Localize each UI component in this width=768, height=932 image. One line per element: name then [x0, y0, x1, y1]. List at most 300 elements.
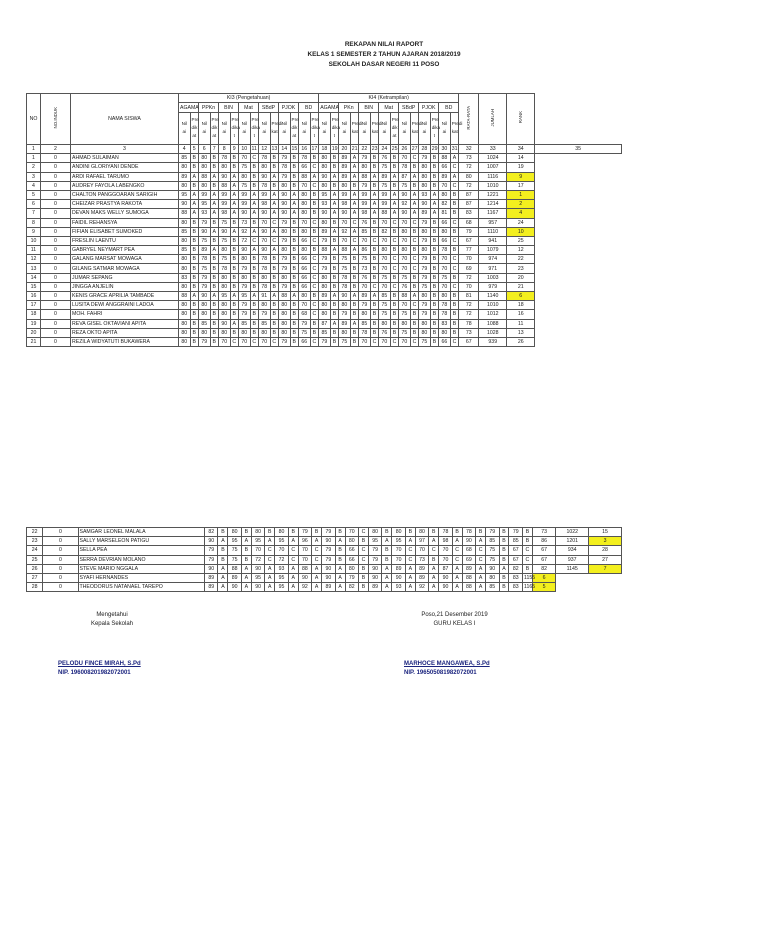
subcol-ki4 [419, 112, 431, 144]
grade-cell [479, 227, 507, 236]
grade-cell-text: 80 [278, 529, 285, 536]
grade-cell [179, 328, 191, 337]
grade-cell-text: 70 [255, 547, 261, 554]
grade-cell [270, 292, 279, 301]
grade-cell-text: 974 [488, 256, 498, 263]
grade-cell [359, 209, 371, 218]
grade-cell [199, 227, 211, 236]
grade-cell-text: 79 [325, 529, 332, 536]
grade-cell [322, 528, 335, 537]
grade-cell-text: B [392, 329, 397, 336]
grade-cell [419, 337, 431, 346]
grade-cell [251, 573, 264, 582]
grade-cell [479, 292, 507, 301]
grade-cell-text: B [292, 283, 296, 290]
grade-cell-text: 88 [201, 173, 208, 180]
table-row [27, 328, 622, 337]
grade-cell [270, 328, 279, 337]
grade-cell-text: 92 [341, 228, 348, 235]
grade-cell [430, 273, 439, 282]
grade-cell [259, 236, 271, 245]
grade-cell-text: 89 [419, 565, 425, 572]
grade-cell [459, 273, 479, 282]
table-row [27, 555, 622, 564]
grade-cell-text: 80 [221, 329, 228, 336]
grade-cell-text: 90 [201, 293, 208, 300]
grade-cell [319, 255, 331, 264]
grade-cell [270, 200, 279, 209]
grade-cell [410, 181, 419, 190]
grade-cell [479, 209, 507, 218]
grade-cell [556, 546, 589, 555]
grade-cell-text: A [268, 565, 272, 572]
grade-cell [370, 337, 379, 346]
grade-cell-text: C [312, 302, 317, 309]
grade-cell [270, 310, 279, 319]
grade-cell [509, 555, 522, 564]
grade-cell [556, 555, 589, 564]
grade-cell-text: 89 [341, 155, 348, 162]
grade-cell [345, 564, 358, 573]
grade-cell [179, 301, 191, 310]
grade-cell-text: A [392, 173, 397, 180]
grade-cell-text: 78 [281, 164, 288, 171]
grade-cell-text: B [292, 173, 296, 180]
grade-cell-text: A [212, 210, 216, 217]
grade-cell-text: B [372, 302, 377, 309]
grade-cell-text: 80 [489, 575, 496, 582]
grade-cell [179, 292, 191, 301]
grade-cell [350, 264, 359, 273]
grade-cell [399, 319, 411, 328]
grade-cell [210, 273, 219, 282]
grade-cell [390, 163, 399, 172]
grade-cell-text: 1167 [487, 210, 499, 217]
column-number-text: 28 [421, 146, 428, 153]
grade-cell [250, 209, 259, 218]
grade-cell-text: 90 [325, 538, 332, 545]
grade-cell [339, 218, 351, 227]
grade-cell [27, 292, 41, 301]
grade-cell-text: B [432, 228, 437, 235]
grade-cell [41, 310, 71, 319]
student-name-cell [71, 264, 179, 273]
grade-cell-text: 80 [221, 274, 228, 281]
grade-cell [259, 310, 271, 319]
grade-cell-text: 73 [241, 219, 248, 226]
grade-cell [241, 546, 251, 555]
grade-cell-text: 90 [255, 584, 261, 591]
grade-cell-text: 75 [401, 182, 408, 189]
grade-cell [439, 246, 451, 255]
grade-cell [390, 264, 399, 273]
grade-cell-text: 70 [302, 547, 308, 554]
grade-cell [350, 200, 359, 209]
column-number-text: 18 [321, 146, 328, 153]
grade-cell-text: 1116 [487, 173, 499, 180]
grade-cell [462, 528, 475, 537]
grade-cell-text: C [455, 556, 460, 563]
grade-cell-text: 4 [32, 182, 35, 189]
grade-cell-text: 80 [321, 164, 328, 171]
grade-cell-text: C [412, 339, 417, 346]
grade-cell-text: C [408, 556, 413, 563]
grade-cell-text: C [525, 556, 530, 563]
grade-cell-text: B [192, 237, 196, 244]
grade-cell [479, 163, 507, 172]
grade-cell [390, 255, 399, 264]
grade-cell-text: 78 [261, 155, 268, 162]
grade-cell [350, 246, 359, 255]
grade-cell-text: A [252, 247, 256, 254]
grade-cell [399, 310, 411, 319]
grade-cell [239, 200, 251, 209]
grade-cell [310, 200, 319, 209]
grade-cell-text: 73 [419, 556, 425, 563]
grade-cell-text: B [412, 329, 417, 336]
grade-cell [479, 264, 507, 273]
grade-cell [556, 528, 589, 537]
grade-cell-text: B [432, 529, 436, 536]
grade-cell-text: B [352, 339, 357, 346]
grade-cell [199, 301, 211, 310]
grade-cell-text: 80 [401, 320, 408, 327]
grade-cell [299, 292, 311, 301]
grade-cell-text: 87 [465, 201, 472, 208]
grade-cell [430, 264, 439, 273]
grade-cell-text: C [267, 556, 272, 563]
grade-cell [392, 555, 405, 564]
grade-cell [250, 154, 259, 163]
grade-cell [239, 337, 251, 346]
grade-cell-text: 89 [441, 173, 448, 180]
grade-cell [299, 163, 311, 172]
grade-cell [399, 246, 411, 255]
grade-cell-text: 89 [341, 173, 348, 180]
grade-cell-text: 78 [301, 155, 308, 162]
grade-cell [368, 555, 381, 564]
grade-cell [310, 181, 319, 190]
grade-cell [179, 246, 191, 255]
grade-cell-text: 75 [421, 283, 428, 290]
grade-cell-text: B [252, 329, 256, 336]
grade-cell-text: 90 [372, 565, 379, 572]
grade-cell-text: 93 [278, 565, 285, 572]
grade-cell-text: 19 [30, 320, 37, 327]
grade-cell [179, 273, 191, 282]
grade-cell [382, 555, 392, 564]
signature-left-line2: Kepala Sekolah [90, 621, 134, 627]
grade-cell-text: C [291, 547, 296, 554]
grade-cell-text: 0 [54, 274, 57, 281]
grade-cell [310, 264, 319, 273]
grade-cell [199, 292, 211, 301]
grade-cell [439, 227, 451, 236]
grade-cell-text: B [332, 265, 337, 272]
grade-cell [379, 282, 391, 291]
grade-cell [410, 310, 419, 319]
grade-cell [390, 227, 399, 236]
grade-cell [486, 564, 499, 573]
grade-cell-text: 87 [321, 320, 328, 327]
grade-cell-text: C [272, 219, 277, 226]
grade-cell-text: 86 [361, 247, 368, 254]
grade-cell-text: 1003 [486, 274, 499, 281]
grade-cell [230, 319, 239, 328]
grade-cell-text: A [352, 228, 357, 235]
grade-cell-text: 99 [341, 192, 348, 199]
grade-cell [532, 564, 555, 573]
grade-cell-text: 67 [541, 556, 547, 563]
grade-cell-text: 89 [341, 164, 348, 171]
grade-cell-text: 99 [361, 201, 368, 208]
grade-cell-text: 70 [261, 339, 268, 346]
grade-cell [41, 154, 71, 163]
grade-cell [322, 537, 335, 546]
grade-cell-text: 80 [281, 311, 288, 318]
grade-cell-text: 99 [221, 201, 228, 208]
grade-cell [230, 255, 239, 264]
grade-cell-text: 79 [201, 339, 208, 346]
grade-cell-text: 80 [441, 228, 448, 235]
grade-cell [230, 264, 239, 273]
grade-cell [392, 573, 405, 582]
student-name-cell-text: REVA GISEL OKTAVIANI APITA [72, 320, 147, 327]
grade-cell-text: 75 [381, 274, 388, 281]
grade-cell-text: C [252, 155, 257, 162]
grade-cell [339, 246, 351, 255]
grade-cell-text: B [312, 155, 317, 162]
grade-cell-text: 81 [441, 210, 448, 217]
grade-cell-text: 80 [441, 293, 448, 300]
grade-cell-text: A [332, 293, 337, 300]
student-name-cell-text: KENIS GRACE APRILIA TAMBADE [72, 293, 155, 300]
column-number [410, 145, 419, 154]
grade-cell-text: C [412, 302, 417, 309]
grade-cell [270, 218, 279, 227]
student-name-cell [71, 236, 179, 245]
grade-cell-text: 6 [519, 293, 523, 300]
grade-cell [429, 583, 439, 592]
grade-cell-text: 17 [517, 182, 524, 189]
grade-cell [299, 190, 311, 199]
grade-cell-text: B [332, 164, 337, 171]
grade-cell [392, 583, 405, 592]
grade-cell [399, 328, 411, 337]
student-name-cell-text: FRESLIN LAENTU [72, 237, 116, 244]
grade-cell [230, 163, 239, 172]
grade-cell [410, 255, 419, 264]
grade-cell [462, 537, 475, 546]
grade-cell [259, 328, 271, 337]
grade-cell-text: B [432, 256, 437, 263]
grade-cell-text: 3 [32, 173, 35, 180]
grade-cell [41, 190, 71, 199]
grade-cell [218, 528, 228, 537]
header-jumlah-text: JUMLAH [490, 108, 496, 127]
grade-cell-text: 80 [181, 311, 188, 318]
grade-cell-text: 90 [181, 201, 188, 208]
subcol-ki4 [379, 112, 391, 144]
grade-cell [27, 218, 41, 227]
grade-cell [368, 573, 381, 582]
grade-cell-text: 86 [541, 538, 547, 545]
grade-cell [322, 583, 335, 592]
grade-cell-text: 88 [465, 575, 472, 582]
grade-cell-text: 1088 [486, 320, 499, 327]
grade-cell-text: 67 [512, 547, 519, 554]
grade-cell-text: A [455, 575, 459, 582]
grade-cell-text: C [352, 237, 357, 244]
grade-cell-text: A [244, 538, 249, 545]
grade-cell-text: 89 [201, 247, 208, 254]
grade-cell-text: 78 [341, 283, 348, 290]
grade-cell [265, 537, 275, 546]
grade-cell-text: 88 [181, 210, 188, 217]
subcol-ki3-text: Nil ai [181, 121, 187, 135]
subject-ki3-text: Mat [244, 104, 253, 111]
grade-cell-text: 90 [261, 210, 268, 217]
grade-cell-text: C [392, 339, 397, 346]
grade-cell [299, 154, 311, 163]
grade-cell-text: B [372, 247, 377, 254]
grade-cell [310, 227, 319, 236]
grade-cell [507, 328, 535, 337]
column-number [190, 145, 199, 154]
grade-cell-text: B [338, 529, 342, 536]
grade-cell-text: 76 [381, 329, 388, 336]
grade-cell-text: 10 [30, 237, 37, 244]
grade-cell [345, 583, 358, 592]
grade-cell [239, 172, 251, 181]
grade-cell-text: 941 [488, 237, 498, 244]
student-name-cell [71, 319, 179, 328]
grade-cell-text: 1 [519, 192, 523, 199]
grade-cell [250, 172, 259, 181]
table-row [27, 337, 622, 346]
subject-ki4 [319, 103, 339, 112]
grade-cell [359, 583, 369, 592]
grade-cell [239, 292, 251, 301]
grade-cell [330, 319, 339, 328]
student-name-cell [71, 200, 179, 209]
grade-cell-text: 92 [241, 228, 248, 235]
grade-cell [210, 337, 219, 346]
grade-cell-text: B [252, 265, 256, 272]
grade-cell-text: 96 [302, 538, 308, 545]
grade-cell [392, 537, 405, 546]
grade-cell [379, 328, 391, 337]
subcol-ki3-text: Nil ai [261, 121, 267, 135]
grade-cell [370, 181, 379, 190]
subcol-ki4-text: Pre dika t [431, 117, 441, 139]
column-number-text: 31 [451, 146, 458, 153]
grade-cell [379, 200, 391, 209]
grade-cell [230, 273, 239, 282]
grade-cell-text: 90 [261, 173, 268, 180]
grade-cell-text: 72 [465, 311, 472, 318]
grade-cell [288, 564, 298, 573]
column-number-text: 30 [441, 146, 448, 153]
grade-cell [509, 564, 522, 573]
grade-cell-text: 78 [465, 529, 472, 536]
grade-cell [310, 301, 319, 310]
grade-cell [299, 273, 311, 282]
grade-cell [479, 200, 507, 209]
grade-cell-text: 75 [231, 547, 238, 554]
grade-cell [27, 264, 41, 273]
grade-cell [330, 181, 339, 190]
grade-cell-text: A [192, 201, 196, 208]
grade-cell-text: A [221, 565, 225, 572]
grade-cell-text: 80 [419, 529, 425, 536]
grade-cell [250, 319, 259, 328]
column-number-text: 19 [331, 146, 338, 153]
grade-cell-text: B [292, 320, 296, 327]
grade-cell-text: A [432, 584, 436, 591]
grade-cell [350, 292, 359, 301]
grade-cell [275, 555, 288, 564]
grade-cell [239, 236, 251, 245]
grade-cell-text: 12 [30, 256, 37, 263]
grade-cell-text: B [292, 228, 296, 235]
header-ki3-text: KI3 (Pengetahuan) [226, 95, 271, 102]
grade-cell [250, 218, 259, 227]
grade-cell [370, 273, 379, 282]
grade-cell-text: 78 [261, 283, 268, 290]
grade-cell-text: A [232, 320, 236, 327]
grade-cell-text: A [412, 192, 417, 199]
grade-cell-text: 19 [517, 164, 524, 171]
grade-cell [368, 583, 381, 592]
grade-cell-text: C [412, 256, 417, 263]
grade-cell [339, 181, 351, 190]
grade-cell-text: 82 [348, 584, 355, 591]
grade-cell [190, 172, 199, 181]
grade-cell [179, 209, 191, 218]
grade-cell [299, 337, 311, 346]
grade-cell [27, 337, 41, 346]
header-rank [507, 94, 535, 145]
grade-cell [429, 573, 439, 582]
subject-ki3-text: PJOK [281, 104, 296, 111]
column-number [210, 145, 219, 154]
student-name-cell [71, 282, 179, 291]
grade-cell [532, 583, 555, 592]
grade-cell-text: 66 [301, 237, 308, 244]
grade-cell [359, 310, 371, 319]
grade-cell-text: B [502, 575, 506, 582]
grade-cell [27, 190, 41, 199]
grade-cell-text: C [314, 547, 319, 554]
grade-cell-text: A [212, 192, 216, 199]
grade-cell-text: B [272, 164, 276, 171]
column-number [439, 145, 451, 154]
grade-cell [459, 181, 479, 190]
column-number [219, 145, 231, 154]
grade-cell [299, 200, 311, 209]
grade-cell [270, 236, 279, 245]
grade-cell-text: 68 [465, 547, 472, 554]
grade-cell-text: A [338, 584, 342, 591]
grade-cell [532, 537, 555, 546]
grade-cell-text: C [252, 237, 257, 244]
grade-cell-text: 0 [54, 283, 57, 290]
grade-cell-text: B [452, 311, 457, 318]
student-name-cell-text: SALLY MARSELEON PATIGU [79, 538, 150, 545]
grade-cell [382, 528, 392, 537]
grade-cell-text: 95 [372, 538, 379, 545]
